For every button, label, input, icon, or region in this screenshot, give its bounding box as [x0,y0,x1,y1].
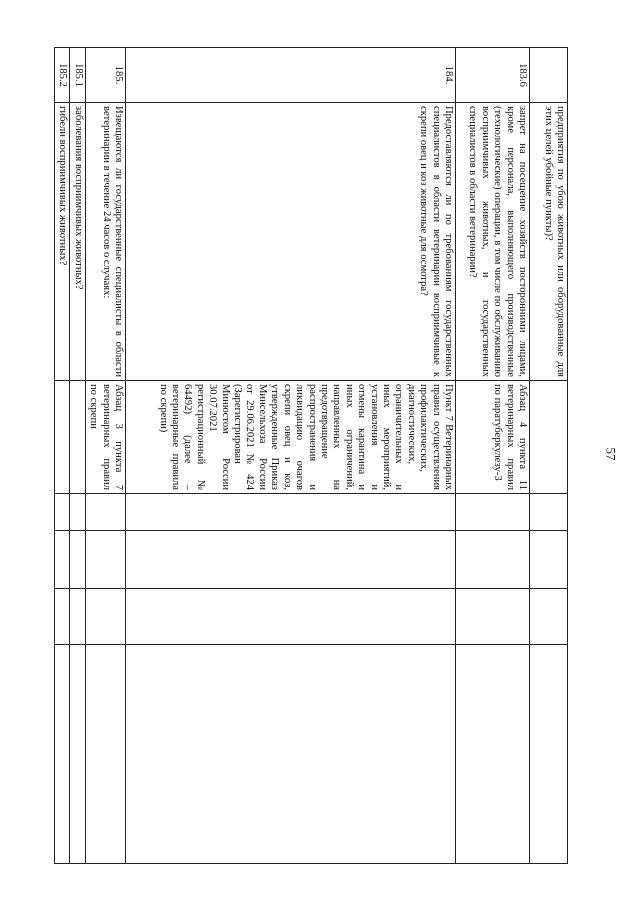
table-row [70,48,85,864]
question-text: заболевания восприимчивых животных? [70,103,85,381]
answer-yes-cell [70,494,85,531]
answer-yes-cell [85,494,125,531]
question-text: Извещаются ли государственные специалисты в области ветеринарии в течение 24 часов о случаях: [85,103,125,381]
answer-no-cell [85,531,125,589]
answer-na-cell [530,589,568,645]
legal-reference [54,381,69,494]
note-cell [126,645,456,864]
table-row [456,48,530,864]
row-number: 185. [85,48,125,103]
answer-no-cell [126,531,456,589]
note-cell [54,645,69,864]
table-row [54,48,69,864]
answer-yes-cell [456,494,530,531]
note-cell [456,645,530,864]
answer-yes-cell [530,494,568,531]
row-number: 184. [126,48,456,103]
row-number: 185.2 [54,48,69,103]
answer-yes-cell [126,494,456,531]
legal-reference [70,381,85,494]
note-cell [70,645,85,864]
legal-reference: Пункт 7 Ветеринарных правил осуществления профилактических, диагностических, ограничительных и иных мероприятий, установления и отмены карантина и иных ограничений, направленных на предотвращение распространения и ликвидацию очагов скрепи овец и коз, утвержденные Приказ Минсельхоза России от 29.06.2021 № 424 (Зарегистрирован Минюстом России 30.07.2021 регистрационный № 64492) (далее – ветеринарные правила по скрепи) [126,381,456,494]
answer-yes-cell [54,494,69,531]
answer-no-cell [70,531,85,589]
answer-no-cell [54,531,69,589]
page-number: 57 [603,447,619,461]
answer-na-cell [126,589,456,645]
question-text: предприятия по убою животных или оборудованные для этих целей убойные пункты)? [530,103,568,381]
legal-reference [530,381,568,494]
checklist-table [54,47,568,864]
note-cell [530,645,568,864]
table-row [530,48,568,864]
answer-no-cell [530,531,568,589]
answer-no-cell [456,531,530,589]
question-text: гибели восприимчивых животных? [54,103,69,381]
legal-reference: Абзац 4 пункта 11 ветеринарных правил по паратуберкулезу-3 [456,381,530,494]
answer-na-cell [456,589,530,645]
table-row [126,48,456,864]
table-row [85,48,125,864]
legal-reference: Абзац 3 пункта 7 ветеринарных правил по скрепи [85,381,125,494]
row-number: 185.1 [70,48,85,103]
table-frame [57,47,568,863]
answer-na-cell [70,589,85,645]
row-number [530,48,568,103]
row-number: 183.6 [456,48,530,103]
answer-na-cell [85,589,125,645]
question-text: запрет на посещение хозяйств посторонними лицами, кроме персонала, выполняющего производственные (технологические) операции, в том числе по обслуживанию восприимчивых животных, и государственных специалистов в области ветеринарии? [456,103,530,381]
note-cell [85,645,125,864]
question-text: Предоставляются ли по требованиям государственных специалистов в области ветеринарии восприимчивые к скрепи овец и коз животные для осмотра? [126,103,456,381]
answer-na-cell [54,589,69,645]
